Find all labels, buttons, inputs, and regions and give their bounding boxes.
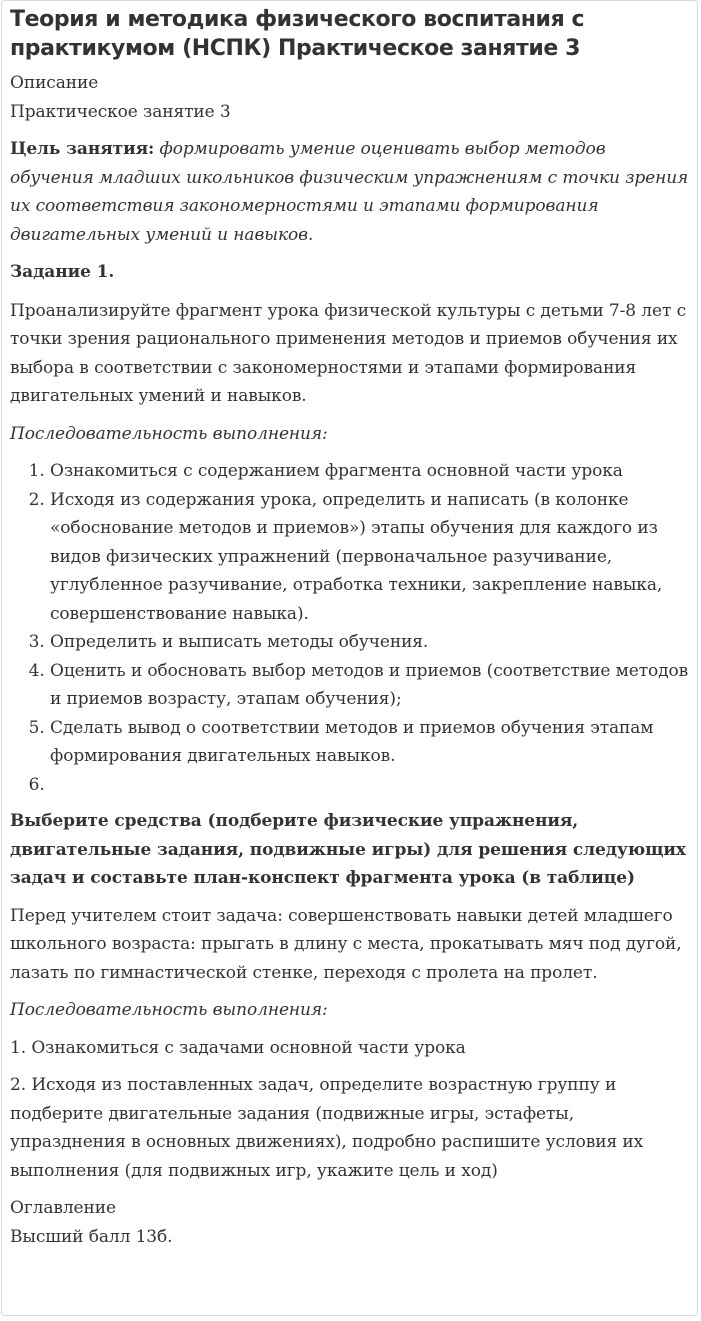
lesson-goal — [10, 135, 689, 249]
task2-sequence-label: Последовательность выполнения: — [10, 1000, 328, 1020]
content-card — [1, 0, 698, 1316]
list-item: 1. Ознакомиться с содержанием фрагмента основной части урока — [50, 457, 689, 486]
list-item: 4. Оценить и обосновать выбор методов и приемов (соответствие методов и приемов возрасту, этапам обучения); — [50, 657, 689, 714]
task2-heading: Выберите средства (подберите физические упражнения, двигательные задания, подвижные игры) для решения следующих задач и составьте план-конспект фрагмента урока (в таблице) — [10, 811, 686, 888]
goal-text: формировать умение оценивать выбор методов обучения младших школьников физическим упражнениям с точки зрения их соответствия закономерностями и этапами формирования двигательных умений и навыков. — [10, 139, 689, 245]
max-score: Высший балл 13б. — [10, 1226, 173, 1247]
task1-steps-list — [10, 457, 689, 799]
list-item: 3. Определить и выписать методы обучения. — [50, 628, 689, 657]
task1-body: Проанализируйте фрагмент урока физической культуры с детьми 7-8 лет с точки зрения рационального применения методов и приемов обучения их выбора в соответствии с закономерностями и этапами формирования двигательных умений и навыков. — [10, 300, 686, 406]
task2-step-1: 1. Ознакомиться с задачами основной части урока — [10, 1037, 466, 1058]
task2-step-2: 2. Исходя из поставленных задач, определите возрастную группу и подберите двигательные задания (подвижные игры, эстафеты, упразднения в основных движениях), подробно распишите условия их выполнения (для подвижных игр, укажите цель и ход) — [10, 1075, 644, 1181]
goal-label: Цель занятия: — [10, 139, 155, 159]
task2-body: Перед учителем стоит задача: совершенствовать навыки детей младшего школьного возраста: прыгать в длину с места, прокатывать мяч под дугой, лазать по гимнастической стенке, переходя с пролета на пролет. — [10, 905, 682, 983]
list-item: 5. Сделать вывод о соответствии методов и приемов обучения этапам формирования двигательных навыков. — [50, 714, 689, 771]
page-title: Теория и методика физического воспитания с практикумом (НСПК) Практическое занятие 3 — [10, 7, 585, 61]
task1-heading: Задание 1. — [10, 262, 115, 282]
list-item: 2. Исходя из содержания урока, определить и написать (в колонке «обоснование методов и приемов») этапы обучения для каждого из видов физических упражнений (первоначальное разучивание, углубленное разучивание, отработка техники, закрепление навыка, совершенствование навыка). — [50, 486, 689, 629]
toc-label: Оглавление — [10, 1198, 116, 1218]
task1-sequence-label: Последовательность выполнения: — [10, 423, 328, 444]
lesson-name: Практическое занятие 3 — [10, 101, 231, 122]
description-label: Описание — [10, 73, 99, 93]
list-item — [50, 771, 689, 800]
